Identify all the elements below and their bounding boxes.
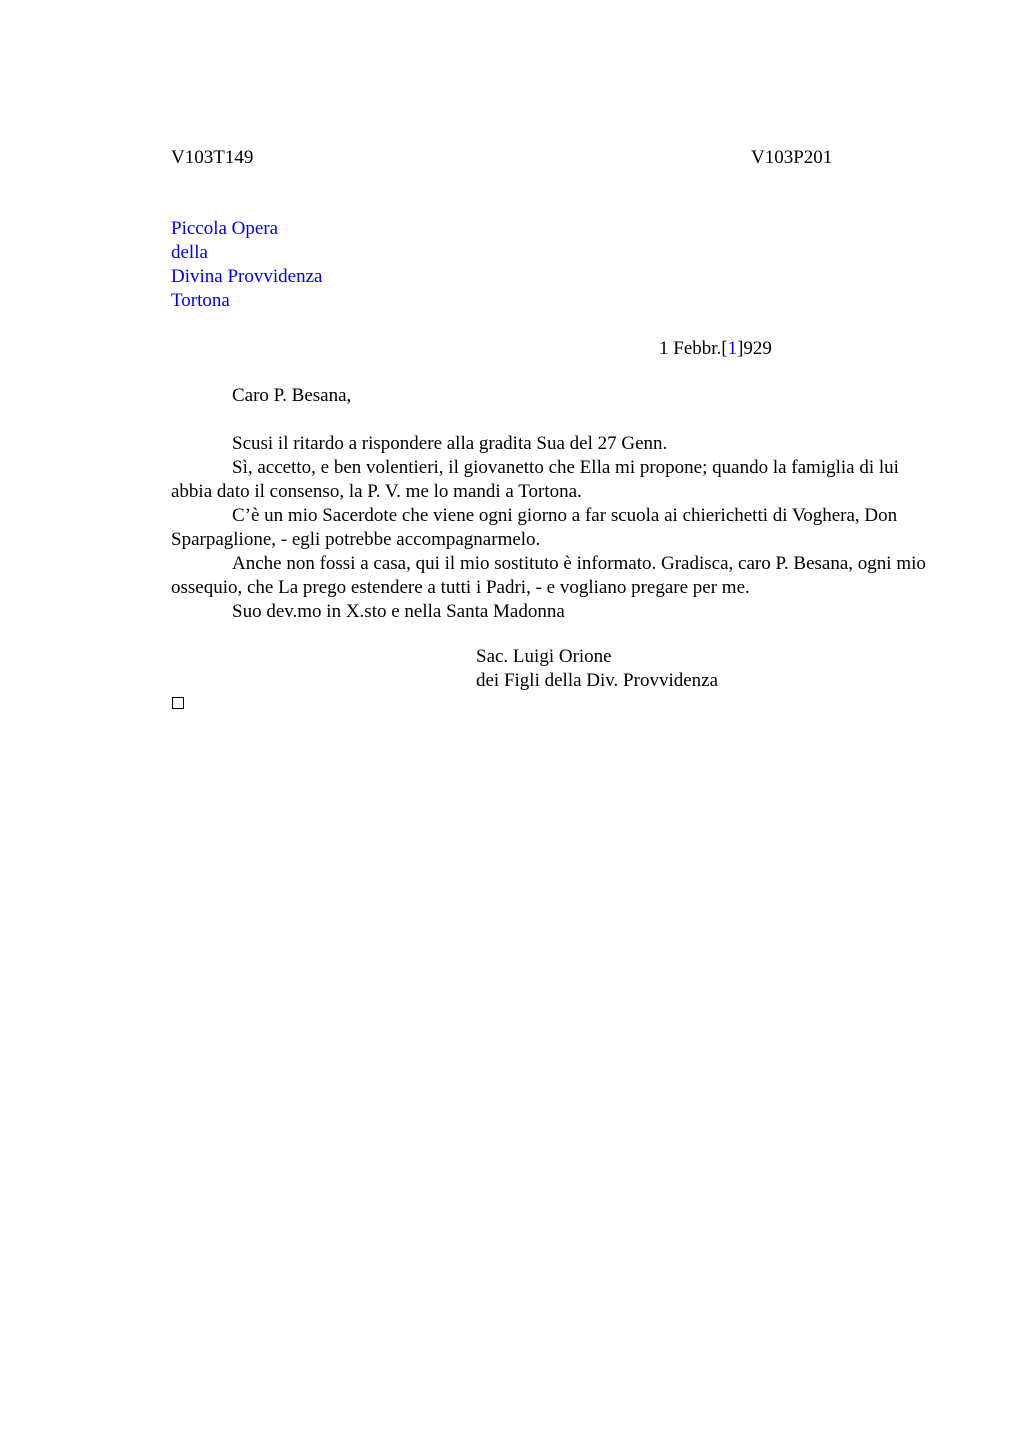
- body-paragraph: Anche non fossi a casa, qui il mio sostituto è informato. Gradisca, caro P. Besana, ogni mio ossequio, che La prego estendere a tutti i Padri, - e vogliano pregare per me.: [171, 553, 926, 598]
- letter-body: [171, 432, 931, 624]
- body-paragraph: C’è un mio Sacerdote che viene ogni giorno a far scuola ai chierichetti di Voghera, Don Sparpaglione, - egli potrebbe accompagnarmelo.: [171, 505, 898, 550]
- letterhead: [171, 217, 322, 313]
- date-suffix: ]929: [737, 338, 772, 359]
- letter-date: [659, 337, 772, 361]
- letterhead-line: Tortona: [171, 290, 230, 311]
- signature-name: Sac. Luigi Orione: [476, 646, 612, 667]
- date-prefix: 1 Febbr.[: [659, 338, 728, 359]
- closing-paragraph: Suo dev.mo in X.sto e nella Santa Madonna: [232, 601, 565, 622]
- document-code-left: V103T149: [171, 147, 254, 168]
- signature-title: dei Figli della Div. Provvidenza: [476, 670, 719, 691]
- letterhead-line: Piccola Opera: [171, 218, 279, 239]
- letterhead-line: della: [171, 242, 208, 263]
- body-paragraph: Sì, accetto, e ben volentieri, il giovanetto che Ella mi propone; quando la famiglia di lui abbia dato il consenso, la P. V. me lo mandi a Tortona.: [171, 457, 899, 502]
- letterhead-line: Divina Provvidenza: [171, 266, 323, 287]
- end-marker-square-icon: [172, 697, 184, 709]
- footnote-link[interactable]: 1: [727, 338, 738, 359]
- salutation: Caro P. Besana,: [232, 385, 352, 406]
- document-code-right: V103P201: [751, 147, 833, 168]
- body-paragraph: Scusi il ritardo a rispondere alla gradita Sua del 27 Genn.: [232, 433, 668, 454]
